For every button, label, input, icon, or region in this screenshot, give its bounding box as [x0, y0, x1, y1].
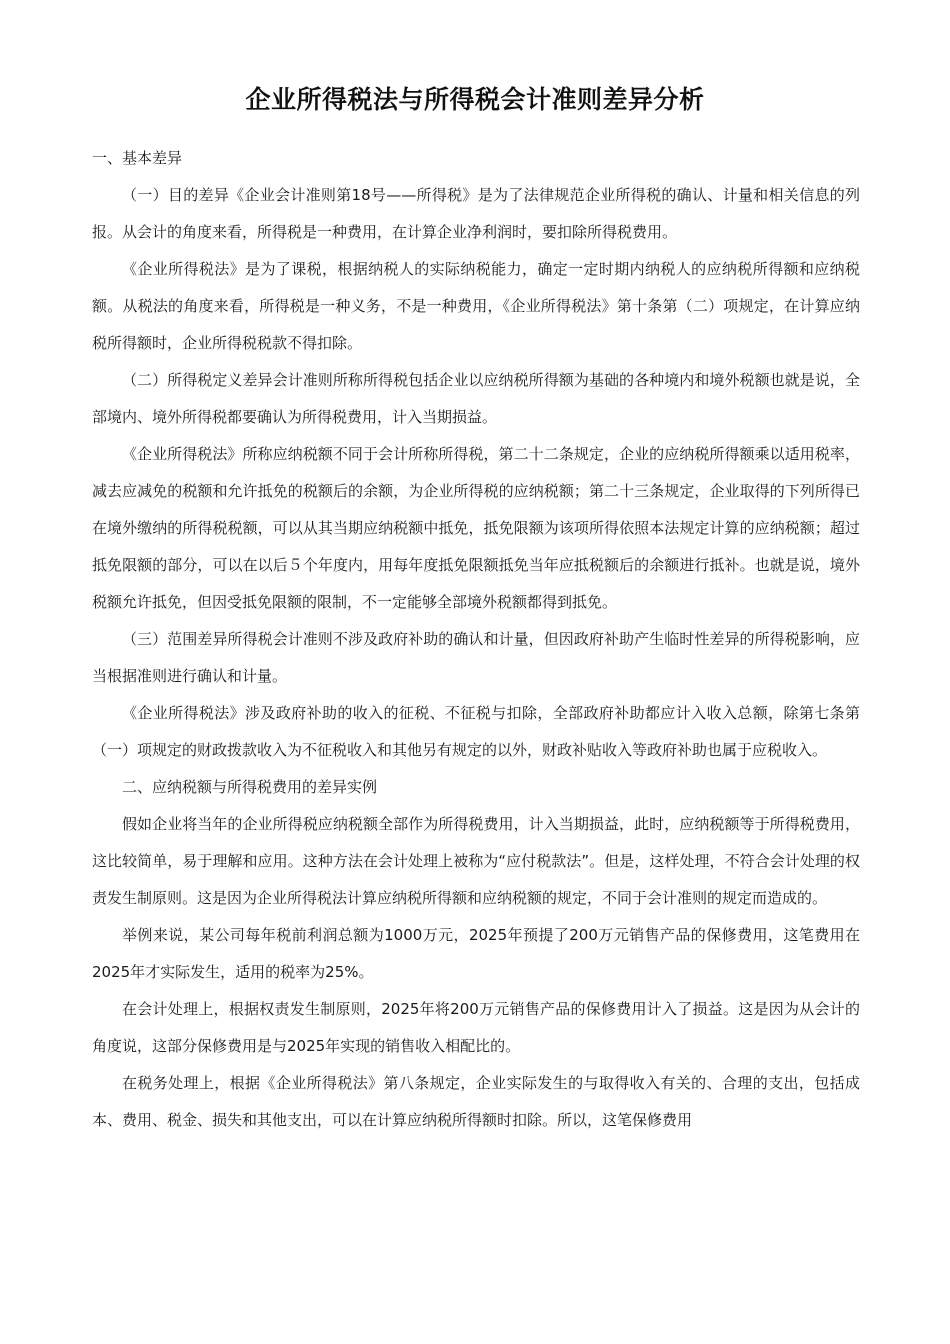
paragraph: 在会计处理上，根据权责发生制原则，2025年将200万元销售产品的保修费用计入了损益。这是因为从会计的角度说，这部分保修费用是与2025年实现的销售收入相配比的。	[92, 1000, 860, 1055]
paragraph: （一）目的差异《企业会计准则第18号——所得税》是为了法律规范企业所得税的确认、计量和相关信息的列报。从会计的角度来看，所得税是一种费用，在计算企业净利润时，要扣除所得税费用。	[92, 186, 860, 241]
section-heading-tax-difference-example: 二、应纳税额与所得税费用的差异实例	[122, 778, 378, 796]
paragraph: 假如企业将当年的企业所得税应纳税额全部作为所得税费用，计入当期损益，此时，应纳税额等于所得税费用，这比较简单，易于理解和应用。这种方法在会计处理上被称为“应付税款法”。但是，这样处理，不符合会计处理的权责发生制原则。这是因为企业所得税法计算应纳税所得额和应纳税额的规定，不同于会计准则的规定而造成的。	[92, 815, 860, 907]
paragraph: 《企业所得税法》涉及政府补助的收入的征税、不征税与扣除，全部政府补助都应计入收入总额，除第七条第（一）项规定的财政拨款收入为不征税收入和其他另有规定的以外，财政补贴收入等政府补助也属于应税收入。	[92, 704, 860, 759]
section-heading-basic-differences: 一、基本差异	[92, 149, 183, 167]
document-title: 企业所得税法与所得税会计准则差异分析	[245, 85, 705, 114]
document-body	[92, 140, 860, 1139]
paragraph: （二）所得税定义差异会计准则所称所得税包括企业以应纳税所得额为基础的各种境内和境外税额也就是说，全部境内、境外所得税都要确认为所得税费用，计入当期损益。	[92, 371, 860, 426]
paragraph: 在税务处理上，根据《企业所得税法》第八条规定，企业实际发生的与取得收入有关的、合理的支出，包括成本、费用、税金、损失和其他支出，可以在计算应纳税所得额时扣除。所以，这笔保修费用	[92, 1074, 860, 1129]
paragraph: 举例来说，某公司每年税前利润总额为1000万元，2025年预提了200万元销售产品的保修费用，这笔费用在2025年才实际发生，适用的税率为25%。	[92, 926, 860, 981]
paragraph: 《企业所得税法》是为了课税，根据纳税人的实际纳税能力，确定一定时期内纳税人的应纳税所得额和应纳税额。从税法的角度来看，所得税是一种义务，不是一种费用，《企业所得税法》第十条第（二）项规定，在计算应纳税所得额时，企业所得税税款不得扣除。	[92, 260, 860, 352]
paragraph: 《企业所得税法》所称应纳税额不同于会计所称所得税，第二十二条规定，企业的应纳税所得额乘以适用税率，减去应减免的税额和允许抵免的税额后的余额，为企业所得税的应纳税额；第二十三条规定，企业取得的下列所得已在境外缴纳的所得税税额，可以从其当期应纳税额中抵免，抵免限额为该项所得依照本法规定计算的应纳税额；超过抵免限额的部分，可以在以后５个年度内，用每年度抵免限额抵免当年应抵税额后的余额进行抵补。也就是说，境外税额允许抵免，但因受抵免限额的限制，不一定能够全部境外税额都得到抵免。	[92, 445, 860, 611]
paragraph: （三）范围差异所得税会计准则不涉及政府补助的确认和计量，但因政府补助产生临时性差异的所得税影响，应当根据准则进行确认和计量。	[92, 630, 860, 685]
